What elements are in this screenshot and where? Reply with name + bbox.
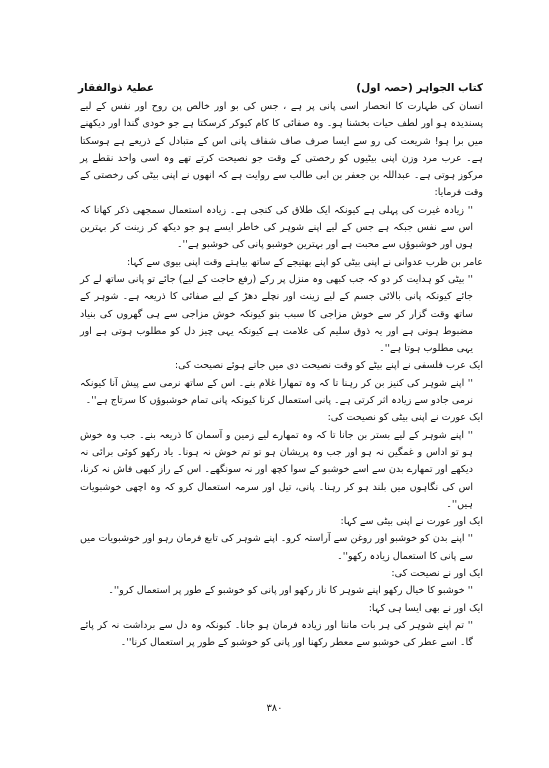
quote-paragraph: '' اپنے شوہر کے لیے بستر بن جانا تا کہ وہ تمھارے لیے زمین و آسمان کا ذریعہ بنے۔ جب وہ خوش ہو تو اداس و غمگین نہ ہو اور جب وہ پریشان ہو تو تم خوش نہ ہونا۔ یاد رکھو کوئی برائی نہ دیکھے اور تمھارے بدن سے اسے خوشبو کے سوا کچھ اور نہ سونگھے۔ اس کے راز کبھی فاش نہ کرنا، اس کی نگاہوں میں بلند ہو کر رہنا۔ پانی، تیل اور سرمہ استعمال کرو کہ وہ اچھی خوشبویات ہیں''۔	[80, 429, 473, 510]
author-name: عطیۂ ذوالفقار	[78, 82, 155, 94]
paragraph: انسان کی طہارت کا انحصار اسی پانی پر ہے ، جس کی بو اور خالص پن روح اور نفس کے لیے پسندیدہ ہو اور لطف حیات بخشنا ہو۔ وہ صفائی کا کام کیوکر کرسکتا ہے جو خودی گندا اور دیکھنے میں برا ہو! شریعت کی رو سے ایسا صرف صاف شفاف پانی اس کے متبادل کے ذریعے ہے ہوسکتا ہے۔ عرب مرد وزن اپنی بیٹیوں کو رخصتی کے وقت جو نصیحت کرتے تھے وہ اسی واحد نقطے پر مرکوز ہوتی ہے۔ عبداللہ بن جعفر بن ابی طالب سے روایت ہے کہ انھوں نے اپنی بیٹی کی رخصتی کے وقت فرمایا:	[80, 101, 483, 199]
quote-paragraph: '' زیادہ غیرت کی پہلی ہے کیونکہ ایک طلاق کی کنجی ہے۔ زیادہ استعمال سمجھی ذکر کھانا کہ اس سے نفس جبکہ ہے جس کے لیے اپنے شوہر کی خاطر ایسے ہو جو دیکھ کر زینت کر بہترین ہوں اور خوشبوؤں سے محبت ہے اور بہترین خوشبو پانی کی خوشبو ہے''۔	[80, 204, 473, 251]
paragraph: ایک عرب فلسفی نے اپنے بیٹے کو وقت نصیحت دی میں جاتے ہوئے نصیحت کی:	[174, 360, 483, 372]
book-title: کتاب الجواہر (حصہ اول)	[356, 82, 483, 94]
body-text	[80, 98, 483, 652]
paragraph: ایک اور نے نصیحت کی:	[391, 568, 483, 580]
paragraph: ایک اور نے بھی ایسا ہی کہا:	[368, 602, 483, 614]
paragraph: ایک اور عورت نے اپنی بیٹی سے کہا:	[340, 516, 483, 528]
quote-paragraph: '' اپنے شوہر کی کنیز بن کر رہنا تا کہ وہ تمھارا غلام بنے۔ اس کے ساتھ نرمی سے پیش آنا کیونکہ نرمی جادو سے زیادہ اثر کرتی ہے۔ پانی استعمال کرنا کیونکہ پانی تمام خوشبوؤں کا سرتاج ہے''۔	[80, 377, 473, 407]
quote-paragraph: '' بیٹی کو ہدایت کر دو کہ جب کبھی وہ منزل پر رکے (رفع حاجت کے لیے) جائے تو پانی ساتھ لے کر جائے کیونکہ پانی بالائی جسم کے لیے زینت اور نچلے دھڑ کے لیے صفائی کا ذریعہ ہے۔ شوہر کے ساتھ وقت گزار کر سے خوش مزاجی کا سبب بنو کیونکہ خوش مزاجی سے ہی گھروں کی بنیاد مضبوط ہوتی ہے اور یہ ذوق سلیم کی علامت ہے کیونکہ یہی چیز دل کو مطلوب ہوتی ہے اور یہی مطلوب ہوتا ہے''۔	[80, 273, 473, 355]
page-number: ۳۸۰	[266, 703, 283, 714]
paragraph: ایک عورت نے اپنی بیٹی کو نصیحت کی:	[327, 412, 483, 424]
paragraph: عامر بن ظرب عدوانی نے اپنی بیٹی کو اپنے بھتیجے کے ساتھ بیاہتے وقت اپنی بیوی سے کہا:	[126, 256, 483, 268]
quote-paragraph: '' اپنے بدن کو خوشبو اور روغن سے آراستہ کرو۔ اپنے شوہر کی تابع فرمان رہو اور خوشبویات میں سے پانی کا استعمال زیادہ رکھو''۔	[80, 533, 473, 562]
quote-paragraph: '' تم اپنے شوہر کی ہر بات ماننا اور زیادہ فرمان ہو جانا۔ کیونکہ وہ دل سے برداشت نہ کر پائے گا۔ اسے عطر کی خوشبو سے معطر رکھنا اور پانی کو خوشبو کے طور پر استعمال کرنا''۔	[80, 619, 473, 649]
running-header	[78, 82, 483, 94]
quote-paragraph: '' خوشبو کا خیال رکھو اپنے شوہر کا ناز رکھو اور پانی کو خوشبو کے طور پر استعمال کرو''۔	[108, 585, 473, 597]
